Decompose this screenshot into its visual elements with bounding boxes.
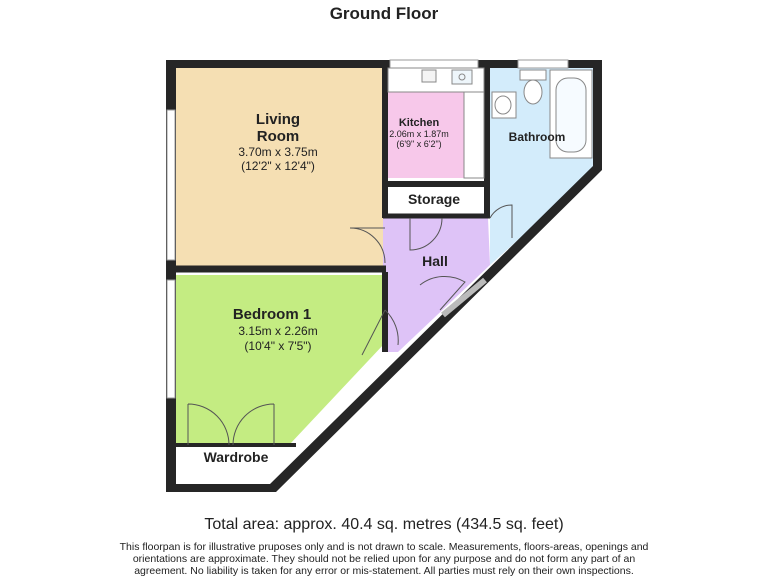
disclaimer-line-1: This floorpan is for illustrative pruposes only and is not drawn to scale. Measurements, floors-areas, openings and [119, 541, 649, 553]
storage-label: Storage [407, 191, 461, 207]
disclaimer-line-3: agreement. No liability is taken for any error or mis-statement. All parties must rely on their own inspections. [134, 565, 634, 577]
bathroom-label: Bathroom [508, 130, 566, 144]
bedroom-1-label: Bedroom 1 [232, 306, 312, 323]
bedroom-1-area [176, 275, 383, 444]
disclaimer-line-2: orientations are approximate. They should not be relied upon for any purpose and do not form any part of an [132, 553, 636, 565]
living-room-label-1: Living [255, 111, 301, 128]
bedroom-1-imperial: (10'4" x 7'5") [244, 339, 312, 353]
living-room-label-2: Room [256, 128, 300, 145]
total-area: Total area: approx. 40.4 sq. metres (434.5 sq. feet) [204, 516, 564, 533]
kitchen-imperial: (6'9" x 6'2") [396, 139, 442, 149]
kitchen-label: Kitchen [398, 117, 440, 129]
bedroom-1-metric: 3.15m x 2.26m [238, 324, 318, 338]
hall-label: Hall [422, 253, 448, 269]
living-room-imperial: (12'2" x 12'4") [241, 159, 315, 173]
disclaimer [110, 541, 658, 577]
kitchen-metric: 2.06m x 1.87m [389, 129, 449, 139]
wardrobe-label: Wardrobe [203, 449, 269, 465]
living-room-metric: 3.70m x 3.75m [238, 145, 318, 159]
floor-title: Ground Floor [329, 4, 439, 23]
